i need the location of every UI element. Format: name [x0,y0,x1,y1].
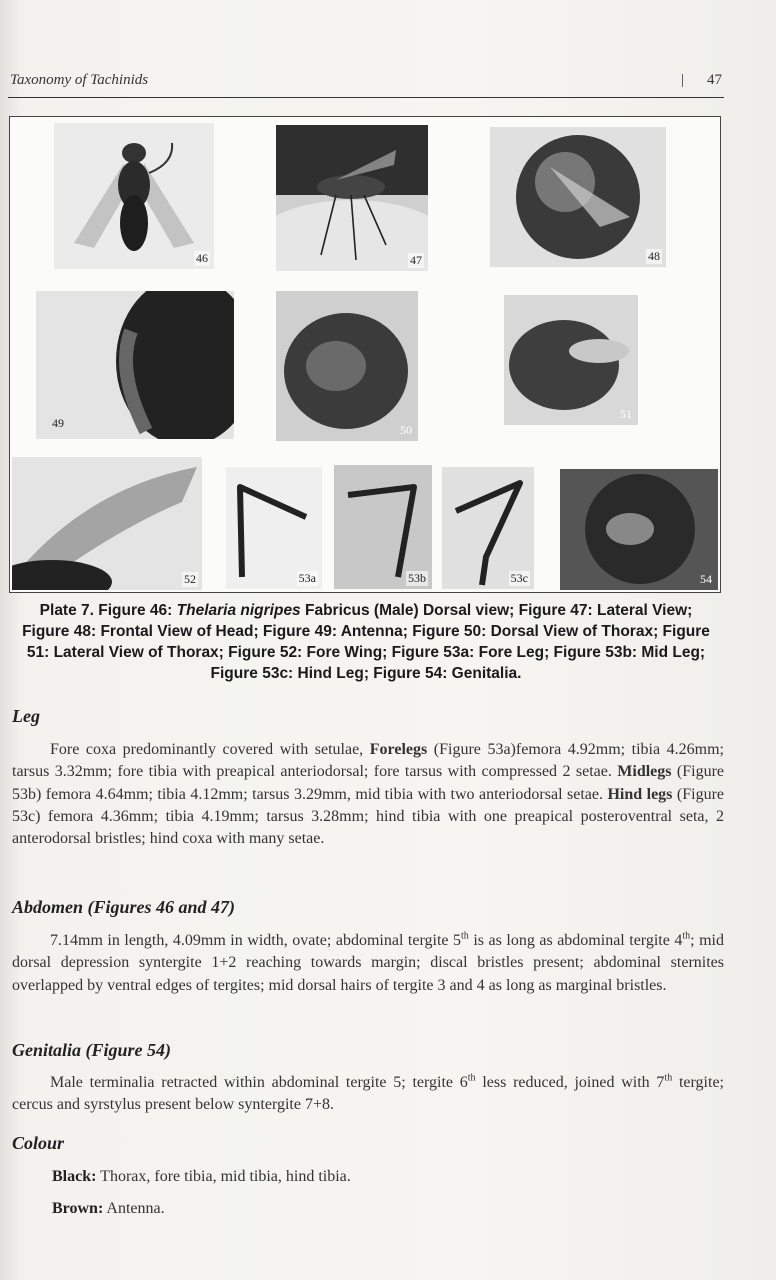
colour-heading: Colour [12,1133,65,1153]
abdomen-sup-2: th [682,930,691,942]
figure-49-label: 49 [52,416,64,430]
figure-51-label: 51 [620,407,632,421]
leg-text-4: (Figure 53c) femora 4.36mm; tibia 4.19mm; tarsus 3.28mm; hind tibia with one preapical posteroventral seta, 2 anterodorsal bristles; hind coxa with many setae. [12,785,725,848]
genitalia-heading: Genitalia (Figure 54) [12,1040,172,1060]
abdomen-heading: Abdomen (Figures 46 and 47) [12,897,236,917]
genitalia-text-3: tergite; cercus and syrstylus present below syntergite 7+8. [12,1074,724,1114]
colour-black-line [52,1168,351,1186]
caption-part-1: Plate 7. Figure 46: [39,602,177,619]
plate-caption [14,600,718,684]
page-number: 47 [707,72,722,88]
colour-brown-line [52,1200,165,1218]
genitalia-sup-2: th [664,1072,673,1084]
colour-brown-text: Antenna. [103,1200,165,1217]
abdomen-text-1: 7.14mm in length, 4.09mm in width, ovate; abdominal tergite 5 [50,932,462,949]
colour-black-label: Black: [52,1168,97,1185]
abdomen-text-3: ; mid dorsal depression syntergite 1+2 reaching towards margin; discal bristles present; abdominal sternites overlapped by ventral edges of tergites; mid dorsal hairs of tergite 3 and 4 as long as marginal bristles. [12,932,724,994]
abdomen-sup-1: th [461,930,469,942]
figure-53c-label: 53c [510,571,528,585]
abdomen-text-2: is as long as abdominal tergite 4 [468,932,683,949]
figure-47-lateral-view [276,125,428,271]
header-rule [8,97,724,98]
leg-heading: Leg [12,706,40,726]
figure-46-dorsal-view [54,123,214,269]
figure-47-label: 47 [410,253,422,267]
figure-49-antenna [36,291,234,439]
figure-48-frontal-view-of-head [490,127,666,267]
leg-hindlegs-term: Hind legs [607,785,673,803]
figure-54-genitalia [560,469,718,590]
figure-53a-label: 53a [298,571,316,585]
figure-53a-fore-leg [226,467,322,589]
genitalia-sup-1: th [467,1072,476,1084]
colour-black-text: Thorax, fore tibia, mid tibia, hind tibia. [96,1168,351,1185]
leg-forelegs-term: Forelegs [369,741,428,758]
leg-midlegs-term: Midlegs [617,763,672,781]
figure-52-fore-wing [12,457,202,590]
figure-48-label: 48 [648,249,660,263]
genitalia-text-2: less reduced, joined with 7 [475,1074,665,1091]
running-header [10,72,722,92]
leg-text-3: (Figure 53b) femora 4.64mm; tibia 4.12mm; tarsus 3.29mm, mid tibia with two anteriodorsal setae. [12,763,724,803]
running-title: Taxonomy of Tachinids [10,72,149,88]
genitalia-text-1: Male terminalia retracted within abdominal tergite 5; tergite 6 [50,1074,468,1091]
caption-species-name: Thelaria nigripes [176,602,301,619]
figure-52-label: 52 [184,572,196,586]
figure-53b-mid-leg [334,465,432,589]
header-separator: | [680,72,684,88]
colour-brown-label: Brown: [52,1200,104,1217]
figure-51-lateral-view-of-thorax [504,295,638,425]
figure-46-label: 46 [196,251,208,265]
figure-53b-label: 53b [408,571,426,585]
leg-text-1: Fore coxa predominantly covered with setulae, [50,741,370,758]
plate-7-figure-panel [9,116,721,593]
leg-paragraph [12,739,724,850]
abdomen-paragraph [12,930,724,997]
leg-text-2: (Figure 53a)femora 4.92mm; tibia 4.26mm; tarsus 3.32mm; fore tibia with preapical anteriodorsal; fore tarsus with compressed 2 setae. [12,741,724,781]
figure-54-label: 54 [700,572,712,586]
caption-part-2: Fabricus (Male) Dorsal view; Figure 47: Lateral View; Figure 48: Frontal View of Head; Figure 49: Antenna; Figure 50: Dorsal View of Thorax; Figure 51: Lateral View of Thorax; Figure 52: Fore Wing; Figure 53a: Fore Leg; Figure 53b: Mid Leg; Figure 53c: Hind Leg; Figure 54: Genitalia. [22,602,710,682]
figure-50-label: 50 [400,423,412,437]
figure-50-dorsal-view-of-thorax [276,291,418,441]
figure-53c-hind-leg [442,467,534,589]
genitalia-paragraph [12,1072,724,1117]
